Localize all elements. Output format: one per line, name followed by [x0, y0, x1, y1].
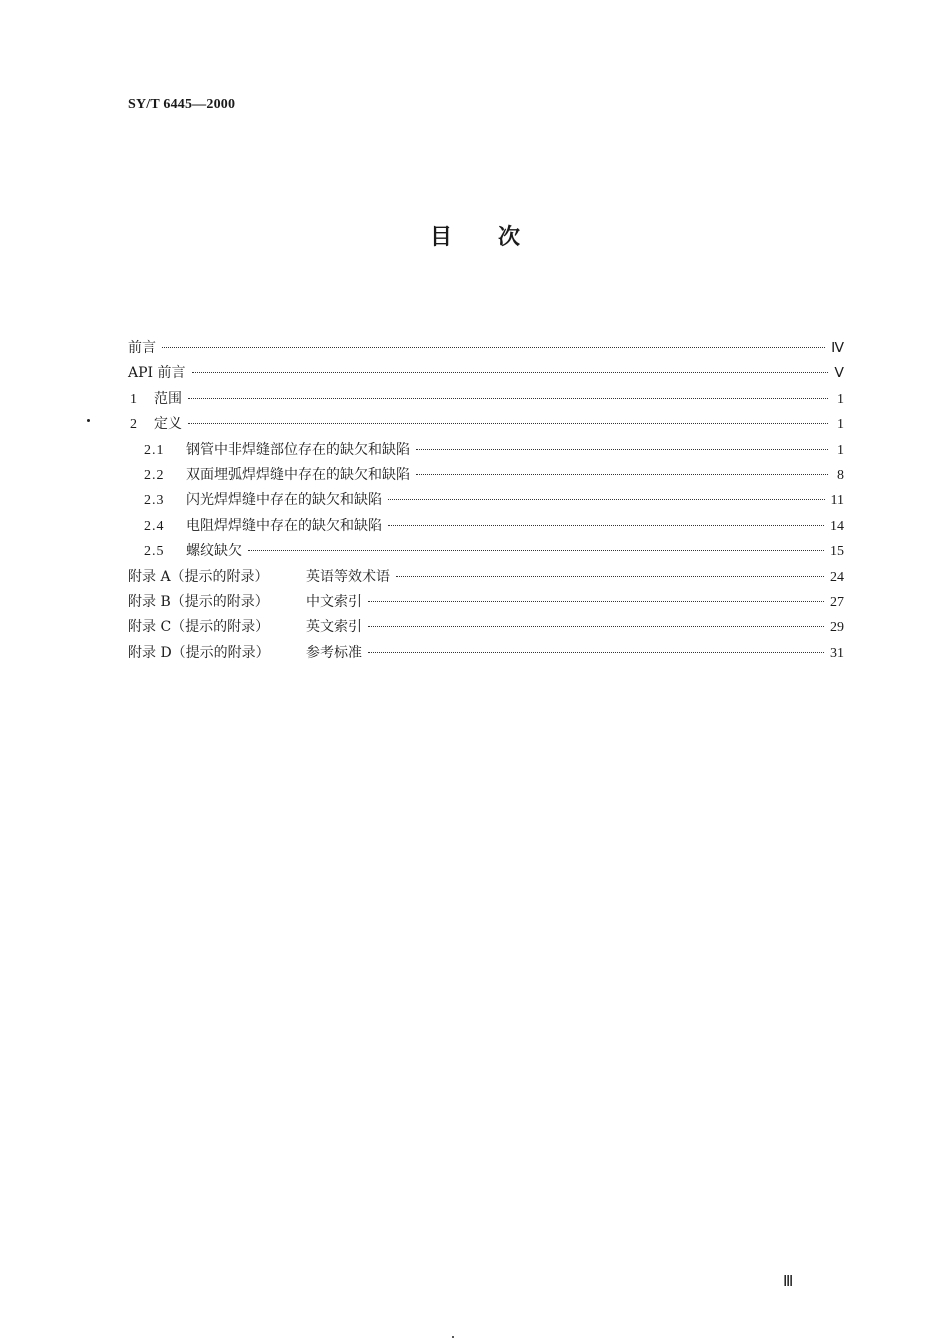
toc-appendix-label: 附录 A（提示的附录）	[128, 568, 269, 585]
toc-entry[interactable]	[128, 336, 844, 361]
toc-entry[interactable]	[128, 463, 844, 488]
toc-page-number: 1	[837, 442, 844, 458]
page-number: Ⅲ	[783, 1274, 794, 1290]
toc-page-number: 8	[837, 467, 844, 483]
toc-entry-title: 螺纹缺欠	[186, 543, 242, 560]
toc-entry[interactable]	[128, 387, 844, 412]
toc-entry-title: 定义	[154, 416, 182, 433]
dot-leader	[248, 550, 824, 551]
dot-leader	[388, 525, 824, 526]
toc-entry[interactable]	[128, 514, 844, 539]
toc-entry[interactable]	[128, 565, 844, 590]
toc-entry-title: 电阻焊焊缝中存在的缺欠和缺陷	[186, 517, 382, 534]
dot-leader	[396, 576, 824, 577]
scan-speck	[452, 1336, 454, 1338]
toc-entry-number: 2.3	[144, 493, 165, 509]
dot-leader	[368, 652, 824, 653]
toc-appendix-label: 附录 B（提示的附录）	[128, 593, 269, 610]
toc-entry[interactable]	[128, 539, 844, 564]
dot-leader	[368, 626, 824, 627]
toc-entry-title: 闪光焊焊缝中存在的缺欠和缺陷	[186, 492, 382, 509]
toc-entry-number: 1	[130, 391, 137, 407]
toc-entry-title: 英语等效术语	[306, 568, 390, 585]
toc-page-number: 29	[830, 620, 844, 636]
dot-leader	[192, 372, 828, 373]
toc-page-number: 15	[830, 544, 844, 560]
toc-entry-number: 2	[130, 417, 137, 433]
scan-speck	[87, 419, 90, 422]
dot-leader	[188, 423, 828, 424]
dot-leader	[416, 474, 828, 475]
toc-entry-number: 2.4	[144, 518, 165, 534]
toc-page-number: Ⅴ	[834, 366, 844, 382]
dot-leader	[416, 449, 828, 450]
toc-page-number: 11	[830, 493, 844, 509]
toc-page-number: 14	[830, 518, 844, 534]
toc-entry[interactable]	[128, 412, 844, 437]
dot-leader	[162, 347, 825, 348]
toc-entry[interactable]	[128, 438, 844, 463]
toc-entry[interactable]	[128, 488, 844, 513]
standard-code: SY/T 6445—2000	[128, 97, 236, 112]
toc-entry[interactable]	[128, 641, 844, 666]
toc-appendix-label: 附录 C（提示的附录）	[128, 619, 270, 636]
toc-entry-number: 2.2	[144, 467, 165, 483]
table-of-contents	[128, 336, 844, 666]
dot-leader	[368, 601, 824, 602]
toc-entry[interactable]	[128, 590, 844, 615]
toc-entry-title: 中文索引	[306, 593, 362, 610]
toc-page-number: 1	[837, 417, 844, 433]
toc-page-number: 1	[837, 391, 844, 407]
toc-entry-title: API 前言	[128, 365, 186, 382]
toc-entry-title: 英文索引	[306, 619, 362, 636]
toc-page-number: 31	[830, 645, 844, 661]
toc-entry[interactable]	[128, 615, 844, 640]
toc-entry-number: 2.5	[144, 544, 165, 560]
toc-page-number: Ⅳ	[831, 341, 844, 356]
toc-page-number: 24	[830, 569, 844, 585]
dot-leader	[388, 499, 825, 500]
dot-leader	[188, 398, 828, 399]
toc-entry-title: 范围	[154, 390, 182, 407]
page-title: 目次	[429, 225, 566, 250]
toc-entry-title: 参考标准	[306, 644, 362, 661]
toc-entry-number: 2.1	[144, 442, 165, 458]
toc-page-number: 27	[830, 594, 844, 610]
toc-entry-title: 钢管中非焊缝部位存在的缺欠和缺陷	[186, 441, 410, 458]
toc-appendix-label: 附录 D（提示的附录）	[128, 644, 270, 661]
toc-entry-title: 前言	[128, 340, 156, 356]
toc-entry-title: 双面埋弧焊焊缝中存在的缺欠和缺陷	[186, 466, 410, 483]
toc-entry[interactable]	[128, 361, 844, 386]
